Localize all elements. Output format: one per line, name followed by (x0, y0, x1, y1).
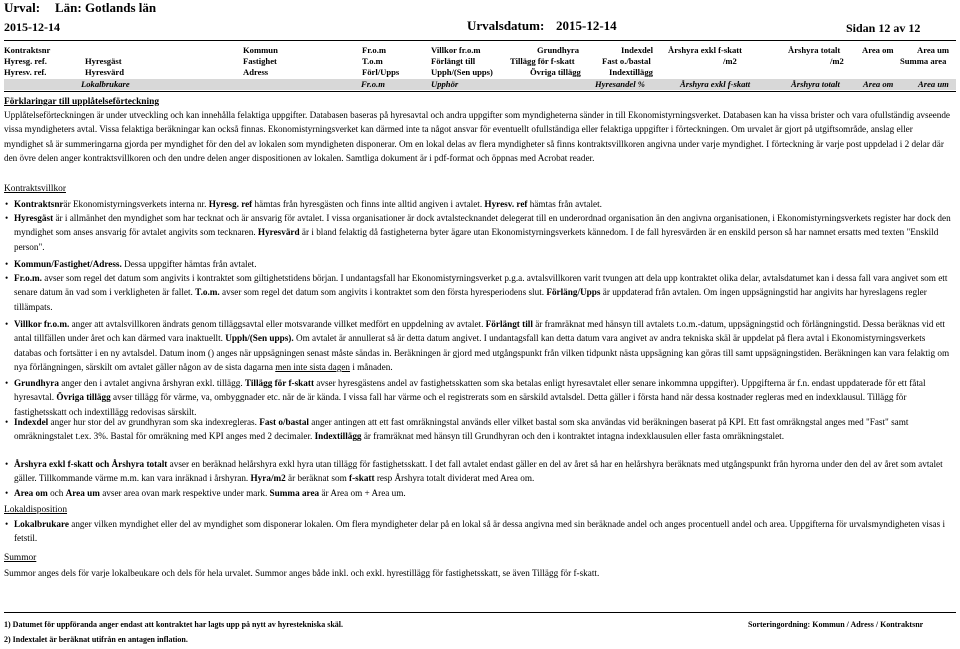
col-grundhyra: Grundhyra (537, 45, 580, 55)
kontrakt-heading: Kontraktsvillkor (4, 184, 66, 194)
header-bottom-rule (4, 91, 956, 92)
bullet-dot-icon: • (5, 459, 9, 469)
bullet-dot-icon: • (5, 273, 9, 283)
bullet-text-run: Fr.o.m. (14, 273, 42, 283)
col-band-area-um: Area um (918, 79, 949, 89)
bullet-dot-icon: • (5, 199, 9, 209)
intro-heading: Förklaringar till upplåtelseförteckning (4, 97, 160, 107)
bullet-text-run: f-skatt (349, 473, 375, 484)
bullet-text-run: och (47, 488, 66, 498)
col-band-upphor: Upphör (431, 79, 459, 89)
bullet-text-run: T.o.m. (195, 287, 220, 298)
col-arshyra-exkl: Årshyra exkl f-skatt (668, 45, 742, 55)
summor-heading: Summor (4, 553, 37, 563)
col-band-arshyra-totalt: Årshyra totalt (791, 79, 840, 89)
bullet-item (4, 317, 952, 375)
col-upph: Upph/(Sen upps) (431, 67, 493, 77)
col-hyresvard: Hyresvärd (85, 67, 124, 77)
col-summa-area: Summa area (900, 56, 947, 66)
bullet-text-run: är i allmänhet den myndighet som har tecknat och är ansvarig för avtalet. I vissa organisationer är dock avtalstecknandet delegerat till en underordnad organisation än den angivna organisationen, i Ekonomistyrningsverkets register har dock den myndighet som anses ansvarig för avtalet angivits som tecknaren. (14, 213, 951, 238)
col-adress: Adress (243, 67, 269, 77)
urval-label: Urval: (4, 0, 41, 15)
bullet-text-run: Lokalbrukare (14, 519, 69, 529)
bullet-text-run: Kommun/Fastighet/Adress. (14, 259, 122, 269)
header-row-1 (4, 45, 956, 56)
col-band-from: Fr.o.m (361, 79, 385, 89)
bullet-text-run: är Ekonomistyrningsverkets interna nr. (63, 199, 209, 209)
bullet-dot-icon: • (5, 417, 9, 427)
col-m2-a: /m2 (723, 56, 737, 66)
col-lokalbrukare: Lokalbrukare (81, 79, 130, 89)
bullet-text-run: Villkor fr.o.m. (14, 319, 70, 329)
top-rule (4, 40, 956, 41)
bullet-item (4, 486, 952, 500)
bullet-text-run: anger att avtalsvillkoren ändrats genom tilläggsavtal eller motsvarande villket medfört en uppdelning av avtalet. (69, 319, 486, 329)
bullet-text-run: Förlängt till (485, 319, 533, 329)
bullet-text-run: resp Årshyra totalt dividerat med Area om. (374, 473, 535, 484)
summor-text: Summor anges dels för varje lokalbeukare och dels för hela urvalet. Summor anges både inkl. och exkl. hyrestillägg för fastighetsskatt, se även Tillägg för f-skatt. (4, 568, 600, 578)
bullet-text-run: Summa area (269, 488, 320, 498)
bullet-text-run: är framräknat med hänsyn till Grundhyran och den i kontraktet intagna indexklausulen eller fasta omräkningstalet. (361, 431, 785, 442)
page-number: Sidan 12 av 12 (846, 21, 921, 35)
bullet-text-run: Indexdel (14, 417, 49, 427)
col-hyresg-ref: Hyresg. ref. (4, 56, 47, 66)
col-hyresgast: Hyresgäst (85, 56, 122, 66)
bullet-text-run: är framräknat med hänsyn till avtalets t.o.m.-datum, uppsägningstid och förlängningstid. Dessa beräknas vid ett antal tillfällen under året och kan därmed vara inaktuellt. (14, 319, 945, 344)
bullet-dot-icon: • (5, 378, 9, 388)
bullet-text-run: Hyresg. ref (208, 199, 253, 209)
col-indexdel: Indexdel (621, 45, 653, 55)
col-forlangt-till: Förlängt till (431, 56, 476, 66)
lokaldisp-heading: Lokaldisposition (4, 505, 68, 515)
bullet-text-run: Indextillägg (314, 431, 362, 442)
bullet-text-run: avser area ovan mark respektive under mark. (99, 488, 270, 498)
bullet-text-run: hämtas från avtalet. (527, 199, 602, 209)
bullet-dot-icon: • (5, 319, 9, 329)
bullet-text-run: Hyresv. ref (484, 199, 528, 209)
col-tom: T.o.m (362, 56, 383, 66)
bullet-item (4, 376, 952, 419)
bullet-text-run: är uppdaterad från avtalen. Om ingen uppsägningstid har angivits har hyreslagens regler tillämpats. (14, 287, 927, 312)
bullet-text-run: hämtas från hyresgästen och finns inte alltid angiven i avtalet. (252, 199, 485, 209)
col-band-arshyra-exkl: Årshyra exkl f-skatt (680, 79, 751, 89)
bullet-text-run: avser som regel det datum som angivits i kontraktet som giltighetstidens början. I undantagsfall har Ekonomistyrningsverket p.g.a. avtalsvillkoren varit tvungen att dela upp kontraktet olika delar, avtalsdatumet kan i dessa fall vara angivet som ett senare datum än vad som i verkligheten är fallet. (14, 273, 948, 298)
col-area-um: Area um (917, 45, 950, 55)
bullet-text-run: är Area om + Area um. (319, 488, 406, 498)
bullet-item (4, 415, 952, 444)
bullet-text-run: Hyresvärd (257, 227, 300, 238)
col-hyresv-ref: Hyresv. ref. (4, 67, 47, 77)
col-arshyra-totalt: Årshyra totalt (788, 45, 841, 55)
col-tillagg-fskatt: Tillägg för f-skatt (510, 56, 575, 66)
urvalsdatum-value: 2015-12-14 (556, 18, 617, 33)
col-band-hyresandel: Hyresandel % (595, 79, 645, 89)
col-kontraktsnr: Kontraktsnr (4, 45, 51, 55)
bullet-text-run: Om avtalet är annullerat så är detta datum angivet. I undantagsfall kan detta datum vara angivet av andra tekniska skäl är uppdelat på flera avtal i Ekonomistyrningsverkets databas och fortsätter i en ny avtalsdel. Datum inom () anges när uppsägningen senast måste sändas in. Beräkningen är gjord med utgångspunkt från vilken tidpunkt nästa uppsägning kan göras till samt uppsägningstiden. Beräkningen kan vara felaktig om nya förlängningen, särskilt om avtalet gäller någon av de sista dagarna (14, 333, 950, 373)
col-forl-upps: Förl/Upps (362, 67, 400, 77)
bullet-item (4, 197, 952, 211)
report-date: 2015-12-14 (4, 20, 60, 34)
bullet-text-run: Hyresgäst (14, 213, 54, 223)
bullet-text-run: Fast o/bastal (259, 417, 309, 427)
bullet-text-run: Förläng/Upps (546, 287, 601, 298)
bullet-text-run: Övriga tillägg (56, 392, 111, 403)
bullet-text-run: är beräknat som (285, 473, 350, 484)
footnote-2: 2) Indextalet är beräknat utifrån en antagen inflation. (4, 635, 188, 644)
urvalsdatum-label: Urvalsdatum: (467, 18, 545, 33)
bullet-dot-icon: • (5, 519, 9, 529)
footnote-1: 1) Datumet för uppföranda anger endast att kontraktet har lagts upp på nytt av hyrestekniska skäl. (4, 620, 343, 629)
bullet-text-run: anger hur stor del av grundhyran som ska indexregleras. (48, 417, 260, 427)
col-band-area-om: Area om (863, 79, 894, 89)
urval-value: Län: Gotlands län (55, 0, 157, 15)
col-from: Fr.o.m (362, 45, 387, 55)
bullet-dot-icon: • (5, 259, 9, 269)
bullet-text-run: avser som regel det datum som angivits i kontraktet som den första hyresperiodens slut. (219, 287, 547, 298)
intro-text: Upplåtelseförteckningen är under utveckling och kan innehålla felaktiga uppgifter. Databasen baseras på hyresavtal och andra uppgifter som myndigheterna sänder in till Ekonomistyrningsverket. Databasen kan ha vissa brister och vara ofullständig avseende vissa myndigheters avtal. Vissa felaktiga beräkningar kan också finnas. Ekonomistyrningsverket kan därmed inte ta något ansvar för eventuellt ofullständiga eller felaktiga uppgifter i förteckningen. Om urvalet är gjort på utgiftsområde, anslag eller myndighet så är summeringarna gjorda per myndighet för den del av lokalen som myndigheten disponerar. Om en lokal delas av flera myndigheter så finns kontraktsvillkoren angivna under varje myndighet. I förteckning är varje post uppdelad i 2 delar där den övre delen anger kontraktsvillkoren och den undre delen anger dispositionen av lokalen. Samtliga dokument är i pdf-format och öppnas med Acrobat reader. (4, 110, 950, 164)
bullet-text-run: Årshyra exkl f-skatt och Årshyra totalt (14, 459, 168, 469)
bullet-text-run: anger antingen att ett fast omräkningstal används eller vilket bastal som ska användas vid beräkningen baserat på KPI. Ett fast omräkngstal anges med "Fast" samt omräkningstalet t.ex. 3%. Bastal för omräkning med KPI anges med 2 decimaler. (14, 417, 909, 442)
bullet-text-run: i månaden. (350, 362, 393, 373)
bullet-text-run: Hyra/m2 (250, 473, 286, 484)
header-row-3 (4, 67, 956, 78)
col-fastighet: Fastighet (243, 56, 277, 66)
bullet-item (4, 517, 952, 546)
col-fast-bastal: Fast o./bastal (602, 56, 651, 66)
bullet-item (4, 211, 952, 254)
bullet-text-run: Dessa uppgifter hämtas från avtalet. (121, 259, 257, 269)
col-ovriga-tillagg: Övriga tillägg (530, 67, 581, 77)
bullet-text-run: avser tillägg för värme, va, ombyggnader etc. när de är kända. I vissa fall har värme och el registrerats som en särskild avtalsdel. Detta gäller i första hand när dessa kostnader regleras med en indexklausul. Tillägg för fastighetsskatt och indextillägg redovisas särskilt. (14, 392, 907, 417)
col-kommun: Kommun (243, 45, 278, 55)
bullet-text-run: avser en beräknad helårshyra exkl hyra utan tillägg för fastighetsskatt. I det fall avtalet endast gäller en del av året så har en helårshyra beräknats med utgångspunkt från hyrorna under den del av året som avtalet gäller. Tillkommande värme m.m. kan vara inräknad i årshyran. (14, 459, 943, 484)
sort-order: Sorteringordning: Kommun / Adress / Kontraktsnr (748, 620, 924, 629)
bullet-item (4, 457, 952, 486)
bullet-text-run: anger den i avtalet angivna årshyran exkl. tillägg. (58, 378, 245, 388)
lokalbrukare-header-band (4, 79, 956, 90)
bullet-text-run: avser hyresgästens andel av fastighetsskatten som ska betalas enligt hyresavtalet eller senare inkommna uppgifter). Uppgifterna är f.n. endast uppdaterade för ett fåtal hyresavtal. (14, 378, 926, 403)
bullet-text-run: Area om (14, 488, 48, 498)
col-area-om: Area om (862, 45, 894, 55)
col-villkor-from: Villkor fr.o.m (431, 45, 481, 55)
bullet-dot-icon: • (5, 488, 9, 498)
col-m2-b: /m2 (830, 56, 844, 66)
footer-rule (4, 612, 956, 613)
header-row-2 (4, 56, 956, 67)
bullet-text-run: anger vilken myndighet eller del av myndighet som disponerar lokalen. Om flera myndigheter delar på en lokal så är dessa angivna med sin beräknade andel och anges procentuell andel och area. Uppgifterna för urvalsmyndigheten visas i fetstil. (14, 519, 946, 544)
bullet-text-run: Tillägg för f-skatt (244, 378, 314, 388)
bullet-dot-icon: • (5, 213, 9, 223)
bullet-text-run: Upph/(Sen upps). (225, 333, 294, 344)
bullet-text-run: Grundhyra (14, 378, 59, 388)
bullet-text-run: Kontraktsnr (14, 199, 64, 209)
bullet-text-run: är i bland felaktig då fastigheterna byter ägare utan Ekonomistyrningsverkets kännedom. I de fall hyresvärden är en enskild person så har namnet ersatts med texten "Enskild person". (14, 227, 939, 252)
bullet-item (4, 257, 952, 271)
bullet-text-run: Area um (65, 488, 100, 498)
bullet-item (4, 271, 952, 314)
col-indextillagg: Indextillägg (609, 67, 653, 77)
bullet-text-run: men inte sista dagen (275, 362, 351, 373)
